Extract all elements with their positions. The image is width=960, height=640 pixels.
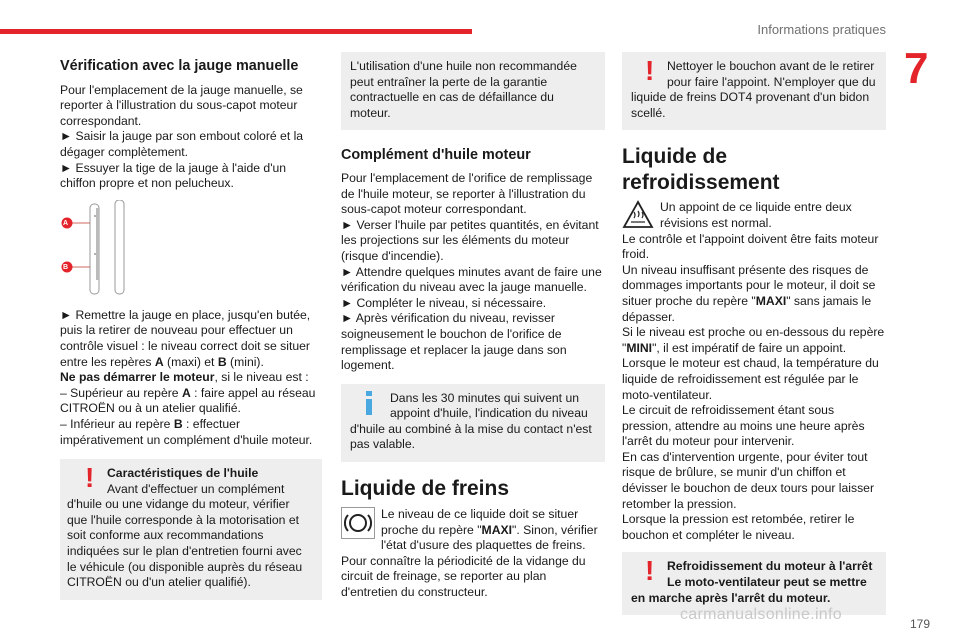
info-box [341,384,605,462]
header-accent-bar [0,29,472,34]
oil-topup-step-4: ► Après vérification du niveau, revisser soigneusement le bouchon de l'orifice de remplissage et replacer la jauge dans son logement. [341,311,567,373]
oil-topup-step-3: ► Compléter le niveau, si nécessaire. [341,295,547,310]
brake-fluid-heading: Liquide de freins [341,477,510,501]
coolant-p3: Si le niveau est proche ou en-dessous du repère "MINI", il est impératif de faire un appoint. [622,325,885,355]
brake-fluid-text: Le niveau de ce liquide doit se situer proche du repère "MAXI". Sinon, vérifier l'état d'usure des plaquettes de freins. [381,507,598,553]
oil-note-box [341,52,605,130]
info-icon [364,391,386,420]
coolant-intro: Un appoint de ce liquide entre deux révisions est normal. [660,200,852,230]
dipstick-drawing [60,200,322,300]
dipstick-step-1: ► Saisir la jauge par son embout coloré et la dégager complètement. [60,129,304,159]
oil-warning-box [60,459,322,600]
oil-topup-intro: Pour l'emplacement de l'orifice de remplissage de l'huile moteur, se reporter à l'illustration du sous-capot moteur correspondant. [341,170,593,217]
column-3 [622,52,886,615]
exclamation-icon: ! [645,55,655,86]
coolant-p2: Un niveau insuffisant présente des risques de dommages importants pour le moteur, il doit se situer proche du repère "MAXI" sans jamais le dépasser. [622,262,876,324]
exclamation-icon: ! [645,555,655,587]
oil-topup-step-1: ► Verser l'huile par petites quantités, en évitant les projections sur les éléments du moteur (risque d'incendie). [341,217,599,263]
oil-note-text: L'utilisation d'une huile non recommandée peut entraîner la perte de la garantie contractuelle en cas de défaillance du moteur. [350,59,577,120]
brake-warning-box [622,52,886,130]
oil-warning-text: Avant d'effectuer un complément d'huile ou une vidange du moteur, vérifier que l'huile corresponde à la motorisation et soit conforme aux recommandations indiquées sur le plan d'entretien fourni avec le véhicule (ou disponible auprès du réseau CITROËN ou d'un atelier qualifié). [67,481,303,590]
info-text: Dans les 30 minutes qui suivent un appoint d'huile, l'indication du niveau d'huile au combiné à la mise du contact n'est pas valable. [350,390,592,452]
marker-a-label: A [63,219,69,227]
coolant-body [622,200,886,543]
section-title: Informations pratiques [757,22,886,37]
column-1 [60,52,322,600]
oil-topup-step-2: ► Attendre quelques minutes avant de faire une vérification du niveau avec la jauge manuelle. [341,264,602,295]
chapter-number: 7 [904,44,929,93]
coolant-p6: En cas d'intervention urgente, pour éviter tout risque de brûlure, se munir d'un chiffon et dévisser le bouchon de deux tours pour laisser retomber la pression. [622,449,875,511]
hot-surface-warning-icon [622,200,654,230]
brake-warning-text: Nettoyer le bouchon avant de le retirer pour faire l'appoint. N'employer que du liquide de freins DOT4 provenant d'un bidon scellé. [631,59,876,120]
below-b-line: – Inférieur au repère B : effectuer impérativement un complément d'huile moteur. [60,416,313,447]
oil-topup-heading: Complément d'huile moteur [341,147,531,164]
coolant-heading: Liquide de refroidissement [622,145,780,195]
do-not-start-line: Ne pas démarrer le moteur, si le niveau est : [60,370,309,385]
fan-warning-title: Refroidissement du moteur à l'arrêt [667,559,873,574]
coolant-p7: Lorsque la pression est retombée, retirer le bouchon et compléter le niveau. [622,512,855,542]
coolant-p5: Le circuit de refroidissement étant sous pression, attendre au moins une heure après l'arrêt du moteur pour intervenir. [622,403,865,449]
dipstick-step-2: ► Essuyer la tige de la jauge à l'aide d'un chiffon propre et non pelucheux. [60,160,287,191]
brake-fluid-body [341,507,605,601]
above-a-line: – Supérieur au repère A : faire appel au réseau CITROËN ou à un atelier qualifié. [60,385,316,416]
dipstick-heading: Vérification avec la jauge manuelle [60,58,299,74]
brake-warning-icon [341,507,375,539]
oil-warning-title: Caractéristiques de l'huile [107,466,259,481]
exclamation-icon: ! [85,462,95,494]
page-number: 179 [909,617,930,631]
marker-b-label: B [63,263,69,271]
coolant-p1: Le contrôle et l'appoint doivent être faits moteur froid. [622,231,879,262]
dipstick-illustration [60,200,322,300]
dipstick-intro: Pour l'emplacement de la jauge manuelle, se reporter à l'illustration du sous-capot moteur correspondant. [60,82,303,128]
brake-fluid-schedule: Pour connaître la périodicité de la vidange du circuit de freinage, se reporter au plan d'entretien du constructeur. [341,553,586,600]
column-2 [341,52,605,601]
watermark: carmanualsonline.info [680,606,842,623]
fan-warning-text: Le moto-ventilateur peut se mettre en marche après l'arrêt du moteur. [631,575,867,605]
dipstick-step-3: ► Remettre la jauge en place, jusqu'en butée, puis la retirer de nouveau pour effectuer un contrôle visuel : le niveau correct doit se situer entre les repères A (maxi) et B (mini). [60,307,311,369]
coolant-p4: Lorsque le moteur est chaud, la température du liquide de refroidissement est régulée par le moto-ventilateur. [622,356,879,402]
